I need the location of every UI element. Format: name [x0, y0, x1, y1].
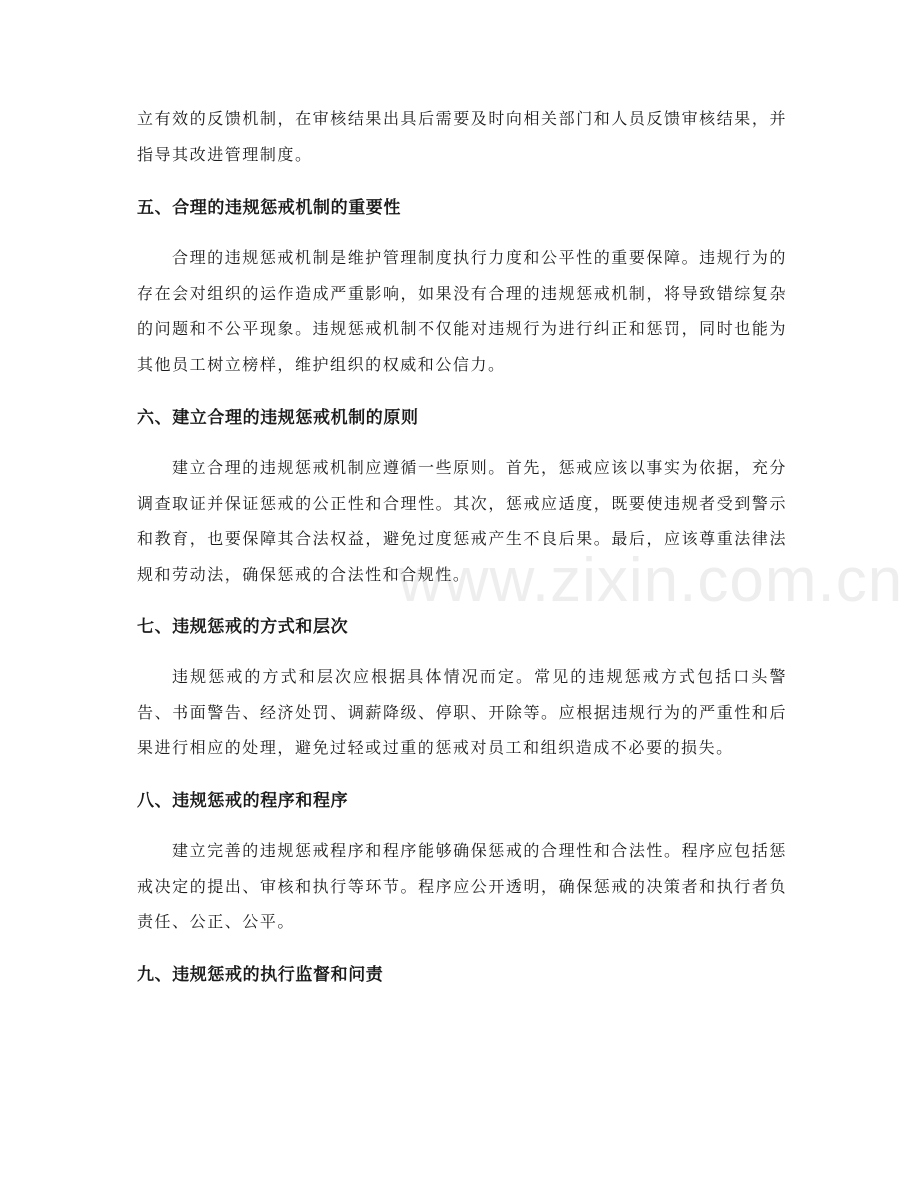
section-6-heading: 六、建立合理的违规惩戒机制的原则	[137, 408, 419, 428]
section-8-heading: 八、违规惩戒的程序和程序	[137, 791, 349, 811]
intro-tail-paragraph: 立有效的反馈机制，在审核结果出具后需要及时向相关部门和人员反馈审核结果，并指导其改进管理制度。	[137, 109, 787, 164]
section-7-paragraph: 违规惩戒的方式和层次应根据具体情况而定。常见的违规惩戒方式包括口头警告、书面警告、经济处罚、调薪降级、停职、开除等。应根据违规行为的严重性和后果进行相应的处理，避免过轻或过重的惩戒对员工和组织造成不必要的损失。	[137, 667, 787, 757]
watermark: www.zixin.com.cn	[398, 546, 904, 615]
section-5-paragraph: 合理的违规惩戒机制是维护管理制度执行力度和公平性的重要保障。违规行为的存在会对组织的运作造成严重影响，如果没有合理的违规惩戒机制，将导致错综复杂的问题和不公平现象。违规惩戒机制不仅能对违规行为进行纠正和惩罚，同时也能为其他员工树立榜样，维护组织的权威和公信力。	[137, 248, 787, 374]
section-9-heading: 九、违规惩戒的执行监督和问责	[137, 965, 384, 985]
section-6-paragraph: 建立合理的违规惩戒机制应遵循一些原则。首先，惩戒应该以事实为依据，充分调查取证并保证惩戒的公正性和合理性。其次，惩戒应适度，既要使违规者受到警示和教育，也要保障其合法权益，避免过度惩戒产生不良后果。最后，应该尊重法律法规和劳动法，确保惩戒的合法性和合规性。	[137, 458, 787, 584]
section-7-heading: 七、违规惩戒的方式和层次	[137, 617, 349, 637]
section-5-heading: 五、合理的违规惩戒机制的重要性	[137, 198, 401, 218]
section-8-paragraph: 建立完善的违规惩戒程序和程序能够确保惩戒的合理性和合法性。程序应包括惩戒决定的提出、审核和执行等环节。程序应公开透明，确保惩戒的决策者和执行者负责任、公正、公平。	[137, 841, 787, 931]
